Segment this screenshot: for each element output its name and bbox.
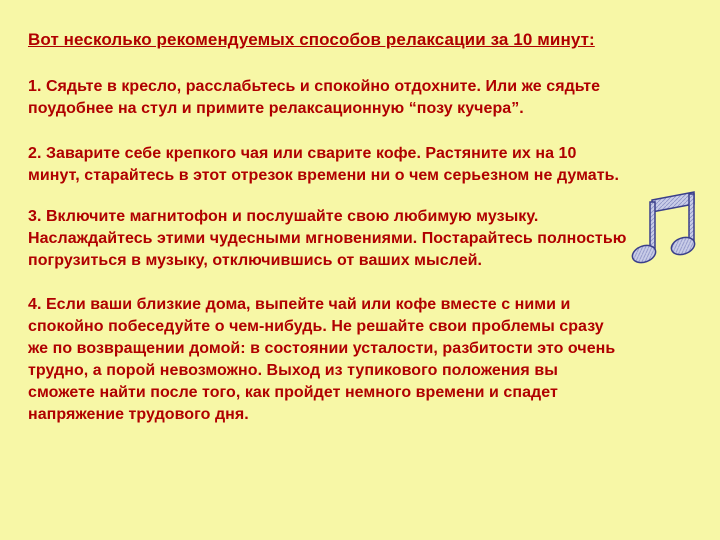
- tip-3-line-1: 3. Включите магнитофон и послушайте свою любимую музыку.: [28, 208, 539, 225]
- slide-title: Вот несколько рекомендуемых способов релаксации за 10 минут:: [28, 30, 595, 49]
- tip-1-line-1: 1. Сядьте в кресло, расслабьтесь и спокойно отдохните. Или же сядьте: [28, 78, 601, 95]
- tip-1: [28, 76, 698, 120]
- tip-3-line-2: Наслаждайтесь этими чудесными мгновениями. Постарайтесь полностью: [28, 230, 627, 247]
- tip-3: [28, 206, 698, 272]
- tip-4-line-6: напряжение трудового дня.: [28, 406, 249, 423]
- tip-2-line-2: минут, старайтесь в этот отрезок времени ни о чем серьезном не думать.: [28, 167, 619, 184]
- tip-3-line-3: погрузиться в музыку, отключившись от ваших мыслей.: [28, 252, 483, 269]
- music-note-icon: [630, 190, 700, 270]
- tip-2-line-1: 2. Заварите себе крепкого чая или сварите кофе. Растяните их на 10: [28, 145, 577, 162]
- tip-4-line-5: сможете найти после того, как пройдет немного времени и спадет: [28, 384, 558, 401]
- tip-4: [28, 294, 698, 426]
- tip-4-line-2: спокойно побеседуйте о чем-нибудь. Не решайте свои проблемы сразу: [28, 318, 604, 335]
- tip-2: [28, 143, 698, 187]
- tip-4-line-3: же по возвращении домой: в состоянии усталости, разбитости это очень: [28, 340, 616, 357]
- tip-1-line-2: поудобнее на стул и примите релаксационную “позу кучера”.: [28, 100, 524, 117]
- tip-4-line-4: трудно, а порой невозможно. Выход из тупикового положения вы: [28, 362, 558, 379]
- tip-4-line-1: 4. Если ваши близкие дома, выпейте чай или кофе вместе с ними и: [28, 296, 571, 313]
